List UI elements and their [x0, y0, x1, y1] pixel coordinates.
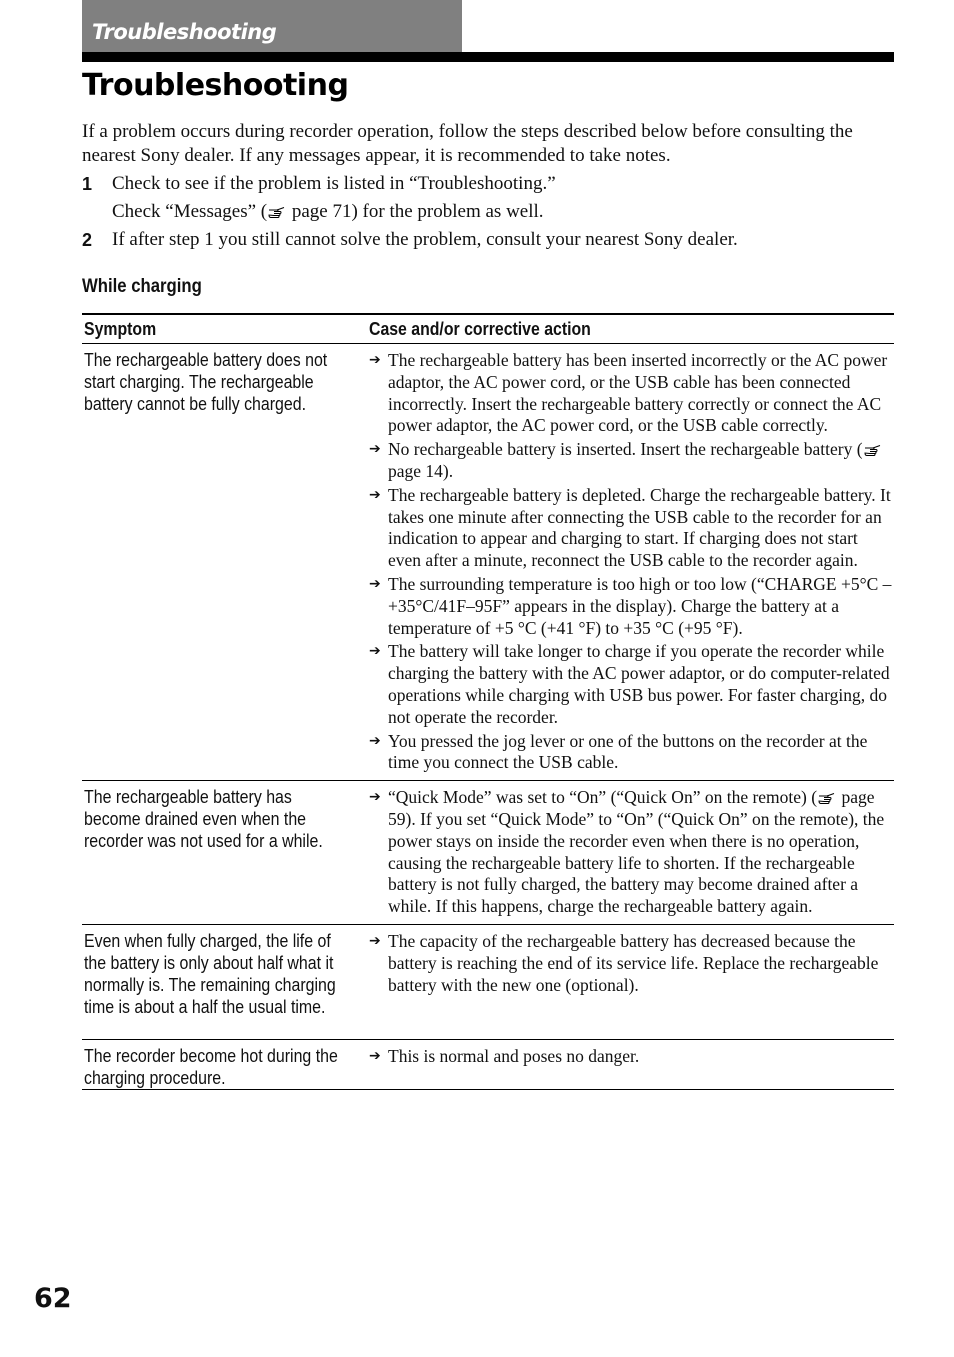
table-row [82, 1040, 894, 1090]
action-item [369, 485, 894, 572]
arrow-right-icon: ➔ [369, 575, 381, 592]
page-title: Troubleshooting [82, 68, 349, 103]
action-item [369, 1046, 894, 1068]
action-text: This is normal and poses no danger. [388, 1045, 640, 1066]
step-text: Check to see if the problem is listed in “Troubleshooting.” [112, 173, 556, 194]
table-row [82, 925, 894, 1040]
symptom-text: The recorder become hot during the charging procedure. [84, 1044, 338, 1088]
action-text: “Quick Mode” was set to “On” (“Quick On” on the remote) ( [388, 787, 818, 808]
action-text: The capacity of the rechargeable battery has decreased because the battery is reaching the end of its service life. Replace the rechargeable battery with the new one (optional). [388, 930, 879, 995]
table-header [82, 315, 894, 344]
action-text: page 59). If you set “Quick Mode” to “On” (“Quick On” on the remote), the power stays on inside the recorder even when there is no operation, causing the rechargeable battery life to shorten. If the rechargeable battery is not fully charged, the battery may become drained after a while. If this happens, charge the rechargeable battery again. [388, 787, 885, 917]
action-text: The rechargeable battery is depleted. Charge the rechargeable battery. It takes one minute after connecting the USB cable to the recorder for an indication to appear and charging to start. If charging does not start even after a minute, reconnect the USB cable to the recorder again. [388, 484, 891, 571]
section-tab-label: Troubleshooting [92, 20, 277, 44]
action-item [369, 731, 894, 775]
table-row [82, 781, 894, 925]
step-note-after: page 71) for the problem as well. [287, 201, 544, 222]
step-number: 2 [82, 230, 93, 250]
intro-paragraph: If a problem occurs during recorder operation, follow the steps described below before consulting the nearest Sony dealer. If any messages appear, it is recommended to take notes. [82, 121, 853, 166]
action-text: page 14). [388, 460, 454, 481]
action-item [369, 931, 894, 996]
pointing-hand-icon [818, 789, 836, 803]
action-item [369, 787, 894, 918]
action-list [369, 1040, 894, 1074]
arrow-right-icon: ➔ [369, 732, 381, 749]
section-tab [82, 0, 462, 52]
arrow-right-icon: ➔ [369, 643, 381, 660]
action-list [369, 781, 894, 924]
symptom-text: Even when fully charged, the life of the battery is only about half what it normally is. The remaining charging time is about a half the usual time. [84, 929, 336, 1017]
pointing-hand-icon [268, 202, 286, 216]
action-item [369, 350, 894, 437]
step-note-text [112, 200, 894, 224]
action-text: No rechargeable battery is inserted. Insert the rechargeable battery ( [388, 439, 863, 460]
arrow-right-icon: ➔ [369, 932, 381, 949]
action-text: The battery will take longer to charge if you operate the recorder while charging the battery with the AC power adaptor, or do computer-related operations while charging with USB bus power. For faster charging, do not operate the recorder. [388, 641, 890, 727]
column-header-symptom: Symptom [84, 319, 157, 339]
column-header-action: Case and/or corrective action [369, 319, 591, 339]
action-list [369, 925, 894, 1002]
action-text: The rechargeable battery has been inserted incorrectly or the AC power adaptor, the AC power cord, or the USB cable has been connected incorrectly. Insert the rechargeable battery correctly or connect the AC power adaptor, the AC power cord, or the USB cable correctly. [388, 350, 888, 436]
action-list [369, 344, 894, 780]
symptom-text: The rechargeable battery has become drained even when the recorder was not used for a while. [84, 786, 323, 852]
section-heading: While charging [82, 276, 202, 297]
arrow-right-icon: ➔ [369, 352, 381, 368]
step-text: If after step 1 you still cannot solve the problem, consult your nearest Sony dealer. [112, 229, 738, 250]
symptom-text: The rechargeable battery does not start charging. The rechargeable battery cannot be fully charged. [84, 349, 328, 414]
action-item [369, 439, 894, 483]
step-number: 1 [82, 174, 93, 194]
arrow-right-icon: ➔ [369, 486, 381, 503]
step-note-before: Check “Messages” ( [112, 201, 268, 222]
page-number: 62 [34, 1283, 72, 1314]
action-item [369, 641, 894, 728]
troubleshooting-table [82, 313, 894, 1090]
pointing-hand-icon [864, 441, 882, 455]
arrow-right-icon: ➔ [369, 441, 381, 458]
arrow-right-icon: ➔ [369, 1047, 381, 1064]
action-item [369, 574, 894, 639]
table-row [82, 344, 894, 781]
action-text: You pressed the jog lever or one of the buttons on the recorder at the time you connect the USB cable. [388, 730, 868, 773]
action-text: The surrounding temperature is too high or too low (“CHARGE +5°C – +35°C/41F–95F” appears in the display). Charge the battery at a temperature of +5 °C (+41 °F) to +35 °C (+95 °F). [388, 573, 892, 638]
header-rule [82, 52, 894, 62]
arrow-right-icon: ➔ [369, 789, 381, 806]
